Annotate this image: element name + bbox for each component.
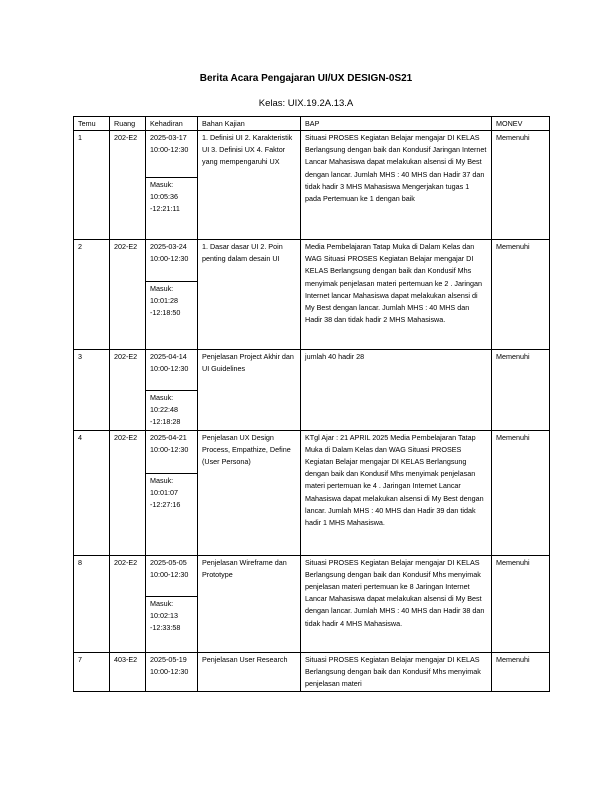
- bap-cell: Situasi PROSES Kegiatan Belajar mengajar DI KELAS Berlangsung dengan baik dan Kondusif Mhs menyimak penjelasan materi pertemuan ke 8 Jaringan Internet Lancar Mahasiswa dapat melakukan alsensi di My Best dengan lancar. Jumlah MHS : 40 MHS dan Hadir 38 dan tidak hadir 4 MHS Mahasiswa.: [301, 555, 492, 652]
- schedule-cell: 2025-03-17 10:00-12:30: [146, 131, 198, 178]
- table-row: [74, 240, 550, 282]
- ruang-cell: 202-E2: [110, 555, 146, 652]
- monev-cell: Memenuhi: [492, 131, 550, 240]
- bahan-cell: Penjelasan Wireframe dan Prototype: [198, 555, 301, 652]
- temu-cell: 8: [74, 555, 110, 652]
- table-header-row: [74, 117, 550, 131]
- temu-cell: 3: [74, 350, 110, 431]
- temu-cell: 4: [74, 430, 110, 555]
- table-row: [74, 652, 550, 692]
- bap-cell: Situasi PROSES Kegiatan Belajar mengajar DI KELAS Berlangsung dengan baik dan Kondusif Jaringan Internet Lancar Mahasiswa dapat melakukan alsensi di My Best dengan lancar. Jumlah MHS : 40 MHS dan Hadir 37 dan tidak hadir 3 MHS Mahasiswa Mengerjakan tugas 1 pada Pertemuan ke 1 dengan baik: [301, 131, 492, 240]
- bap-cell: jumlah 40 hadir 28: [301, 350, 492, 431]
- schedule-cell: 2025-04-14 10:00-12:30: [146, 350, 198, 391]
- monev-cell: Memenuhi: [492, 652, 550, 692]
- schedule-cell: 2025-04-21 10:00-12:30: [146, 430, 198, 473]
- bahan-cell: 1. Definisi UI 2. Karakteristik UI 3. Definisi UX 4. Faktor yang mempengaruhi UX: [198, 131, 301, 240]
- table-row: [74, 555, 550, 596]
- ruang-cell: 202-E2: [110, 430, 146, 555]
- header-bap: BAP: [301, 117, 492, 131]
- bap-cell: KTgl Ajar : 21 APRIL 2025 Media Pembelajaran Tatap Muka di Dalam Kelas dan WAG Situasi PROSES Kegiatan Belajar mengajar DI KELAS Berlangsung dengan baik dan Kondusif Mhs menyimak penjelasan materi pertemuan ke 4 . Jaringan Internet Lancar Mahasiswa dapat melakukan alsensi di My Best dengan lancar. Jumlah MHS : 40 MHS dan Hadir 39 dan tidak hadir 1 MHS Mahasiswa.: [301, 430, 492, 555]
- checkin-cell: Masuk: 10:01:28 -12:18:50: [146, 282, 198, 350]
- header-kehadiran: Kehadiran: [146, 117, 198, 131]
- table-row: [74, 430, 550, 473]
- schedule-cell: 2025-05-05 10:00-12:30: [146, 555, 198, 596]
- ruang-cell: 403-E2: [110, 652, 146, 692]
- checkin-cell: Masuk: 10:22:48 -12:18:28: [146, 391, 198, 431]
- checkin-cell: Masuk: 10:02:13 -12:33:58: [146, 596, 198, 652]
- table-row: [74, 131, 550, 178]
- ruang-cell: 202-E2: [110, 240, 146, 350]
- bahan-cell: Penjelasan UX Design Process, Empathize, Define (User Persona): [198, 430, 301, 555]
- bahan-cell: Penjelasan Project Akhir dan UI Guidelines: [198, 350, 301, 431]
- monev-cell: Memenuhi: [492, 555, 550, 652]
- monev-cell: Memenuhi: [492, 350, 550, 431]
- bahan-cell: Penjelasan User Research: [198, 652, 301, 692]
- temu-cell: 2: [74, 240, 110, 350]
- monev-cell: Memenuhi: [492, 430, 550, 555]
- monev-cell: Memenuhi: [492, 240, 550, 350]
- temu-cell: 1: [74, 131, 110, 240]
- header-bahan-kajian: Bahan Kajian: [198, 117, 301, 131]
- checkin-cell: Masuk: 10:01:07 -12:27:16: [146, 473, 198, 555]
- schedule-cell: 2025-03-24 10:00-12:30: [146, 240, 198, 282]
- ruang-cell: 202-E2: [110, 350, 146, 431]
- header-ruang: Ruang: [110, 117, 146, 131]
- bahan-cell: 1. Dasar dasar UI 2. Poin penting dalam desain UI: [198, 240, 301, 350]
- header-monev: MONEV: [492, 117, 550, 131]
- teaching-record-table: [73, 116, 550, 692]
- schedule-cell: 2025-05-19 10:00-12:30: [146, 652, 198, 692]
- bap-cell: Media Pembelajaran Tatap Muka di Dalam Kelas dan WAG Situasi PROSES Kegiatan Belajar mengajar DI KELAS Berlangsung dengan baik dan Kondusif Mhs menyimak penjelasan materi pertemuan ke 2 . Jaringan Internet lancar Mahasiswa dapat melakukan alsensi di My Best dengan lancar. Jumlah MHS : 40 MHS dan Hadir 38 dan tidak hadir 2 MHS Mahasiswa.: [301, 240, 492, 350]
- page-title: Berita Acara Pengajaran UI/UX DESIGN-0S21: [199, 73, 413, 84]
- ruang-cell: 202-E2: [110, 131, 146, 240]
- checkin-cell: Masuk: 10:05:36 -12:21:11: [146, 178, 198, 240]
- header-temu: Temu: [74, 117, 110, 131]
- bap-cell: Situasi PROSES Kegiatan Belajar mengajar DI KELAS Berlangsung dengan baik dan Kondusif Mhs menyimak penjelasan materi: [301, 652, 492, 692]
- table-row: [74, 350, 550, 391]
- temu-cell: 7: [74, 652, 110, 692]
- class-label: Kelas: UIX.19.2A.13.A: [258, 98, 354, 109]
